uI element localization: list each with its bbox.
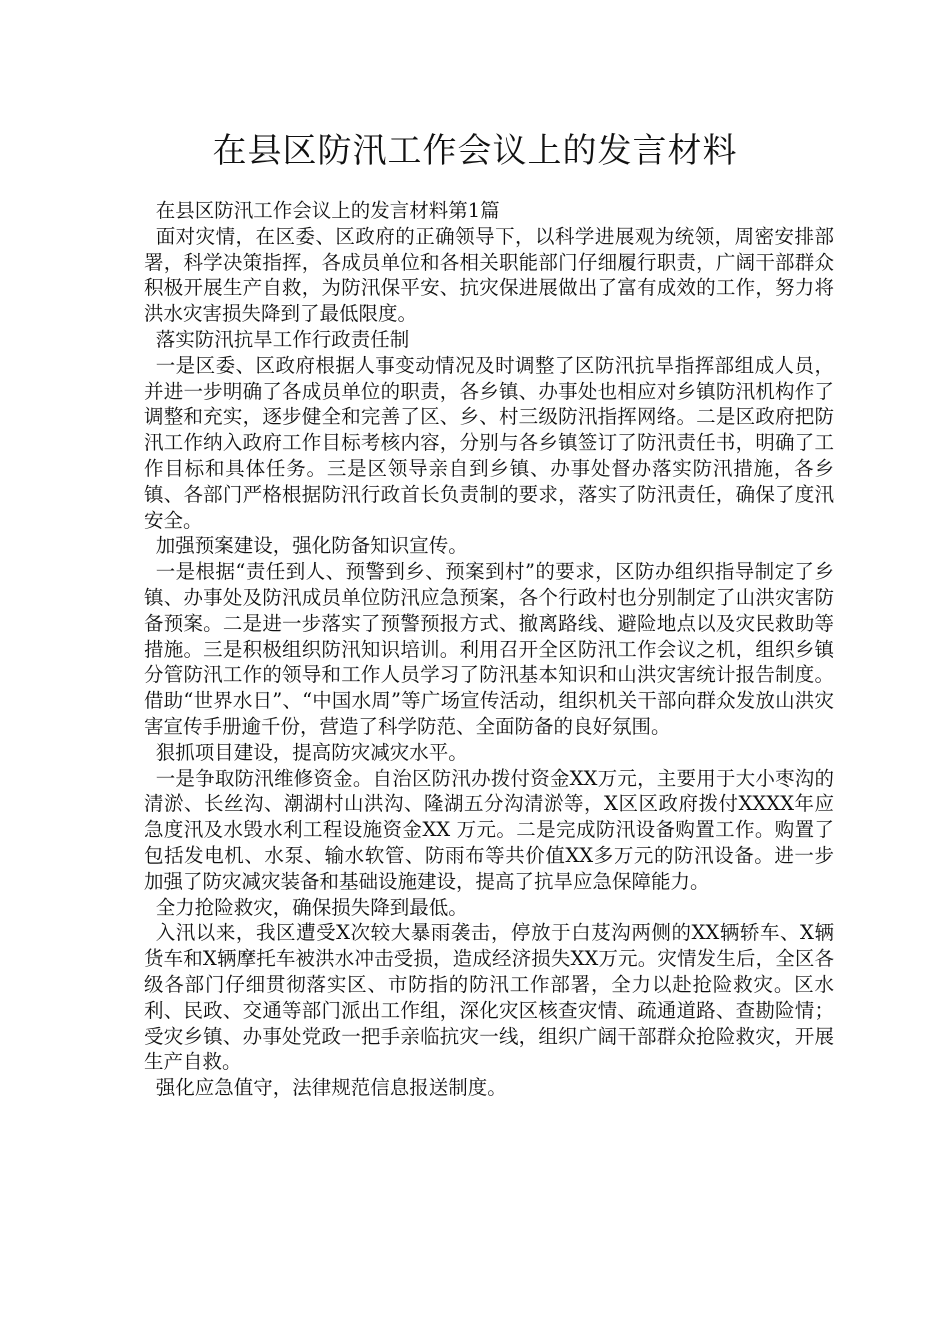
section-heading: 落实防汛抗旱工作行政责任制 <box>155 327 410 351</box>
paragraph: 一是区委、区政府根据人事变动情况及时调整了区防汛抗旱指挥部组成人员，并进一步明确了各成员单位的职责，各乡镇、办事处也相应对乡镇防汛机构作了调整和充实，逐步健全和完善了区、乡、村三级防汛指挥网络。二是区政府把防汛工作纳入政府工作目标考核内容，分别与各乡镇签订了防汛责任书，明确了工作目标和具体任务。三是区领导亲自到乡镇、办事处督办落实防汛措施，各乡镇、各部门严格根据防汛行政首长负责制的要求，落实了防汛责任，确保了度汛安全。 <box>144 353 834 532</box>
section-heading: 强化应急值守，法律规范信息报送制度。 <box>155 1076 507 1100</box>
section-heading: 在县区防汛工作会议上的发言材料第1篇 <box>155 199 500 222</box>
paragraph: 入汛以来，我区遭受X次较大暴雨袭击，停放于白芨沟两侧的XX辆轿车、X辆货车和X辆摩托车被洪水冲击受损，造成经济损失XX万元。灾情发生后，全区各级各部门仔细贯彻落实区、市防指的防汛工作部署，全力以赴抢险救灾。区水利、民政、交通等部门派出工作组，深化灾区核查灾情、疏通道路、查勘险情；受灾乡镇、办事处党政一把手亲临抗灾一线，组织广阔干部群众抢险救灾，开展生产自救。 <box>144 921 834 1074</box>
section-heading: 全力抢险救灾，确保损失降到最低。 <box>155 895 468 919</box>
paragraph: 面对灾情，在区委、区政府的正确领导下，以科学进展观为统领，周密安排部署，科学决策指挥，各成员单位和各相关职能部门仔细履行职责，广阔干部群众积极开展生产自救，为防汛保平安、抗灾保进展做出了富有成效的工作，努力将洪水灾害损失降到了最低限度。 <box>144 224 834 326</box>
document-body <box>144 198 834 1101</box>
section-heading: 狠抓项目建设，提高防灾减灾水平。 <box>155 740 468 764</box>
paragraph: 一是根据“责任到人、预警到乡、预案到村”的要求，区防办组织指导制定了乡镇、办事处及防汛成员单位防汛应急预案，各个行政村也分别制定了山洪灾害防备预案。二是进一步落实了预警预报方式、撤离路线、避险地点以及灾民救助等措施。三是积极组织防汛知识培训。利用召开全区防汛工作会议之机，组织乡镇分管防汛工作的领导和工作人员学习了防汛基本知识和山洪灾害统计报告制度。借助“世界水日”、“中国水周”等广场宣传活动，组织机关干部向群众发放山洪灾害宣传手册逾千份，营造了科学防范、全面防备的良好氛围。 <box>144 560 834 738</box>
document-title: 在县区防汛工作会议上的发言材料 <box>212 131 738 171</box>
paragraph: 一是争取防汛维修资金。自治区防汛办拨付资金XX万元，主要用于大小枣沟的清淤、长丝沟、潮湖村山洪沟、隆湖五分沟清淤等，X区区政府拨付XXXX年应急度汛及水毁水利工程设施资金XX 万元。二是完成防汛设备购置工作。购置了包括发电机、水泵、输水软管、防雨布等共价值XX多万元的防汛设备。进一步加强了防灾减灾装备和基础设施建设，提高了抗旱应急保障能力。 <box>144 766 834 893</box>
section-heading: 加强预案建设，强化防备知识宣传。 <box>155 534 468 558</box>
